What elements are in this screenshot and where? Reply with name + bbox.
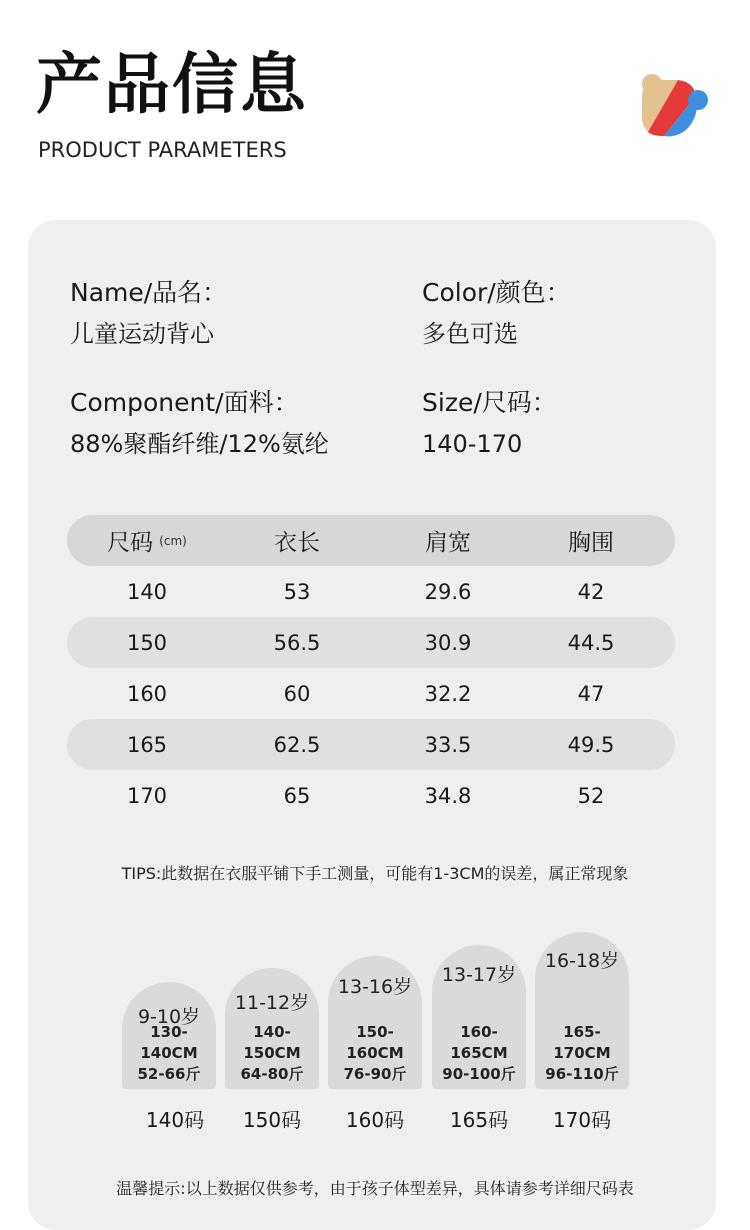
age-label: 16-18岁 (544, 950, 620, 972)
page-title: 产品信息 (36, 46, 308, 123)
weight-range: 52-66斤 (137, 1065, 201, 1083)
page-subtitle: PRODUCT PARAMETERS (38, 138, 287, 162)
size-value: 140-170 (422, 430, 523, 458)
weight-range: 76-90斤 (343, 1065, 407, 1083)
table-cell: 170 (126, 783, 168, 808)
table-row (67, 668, 675, 719)
table-cell: 42 (577, 579, 605, 604)
height-weight-range (432, 1022, 526, 1085)
height-weight-range (535, 1022, 629, 1085)
table-cell: 47 (577, 681, 605, 706)
component-label: Component/面料： (70, 388, 299, 417)
table-cell: 65 (283, 783, 311, 808)
table-cell: 44.5 (567, 630, 615, 655)
table-row (67, 770, 675, 821)
table-cell: 165 (126, 732, 168, 757)
age-label: 9-10岁 (137, 1006, 201, 1028)
table-cell: 60 (283, 681, 311, 706)
table-cell: 33.5 (424, 732, 472, 757)
table-cell: 32.2 (424, 681, 472, 706)
age-label: 13-16岁 (337, 976, 413, 998)
size-code-label: 165码 (449, 1108, 509, 1132)
height-range: 165-170CM (553, 1023, 611, 1062)
size-code-label: 160码 (345, 1108, 405, 1132)
weight-range: 64-80斤 (240, 1065, 304, 1083)
table-cell: 30.9 (424, 630, 472, 655)
height-weight-range (328, 1022, 422, 1085)
table-row (67, 617, 675, 668)
table-cell: 34.8 (424, 783, 472, 808)
age-card-170 (535, 932, 629, 1089)
component-value: 88%聚酯纤维/12%氨纶 (70, 430, 329, 458)
size-code-label: 170码 (552, 1108, 612, 1132)
table-cell: 140 (126, 579, 168, 604)
unit-label: (cm) (159, 533, 187, 548)
height-weight-range (122, 1022, 216, 1085)
header-cell-shoulder: 肩宽 (425, 530, 471, 556)
table-header (67, 515, 675, 566)
header-cell-length: 衣长 (274, 530, 320, 556)
size-label: Size/尺码： (422, 388, 557, 417)
table-cell: 53 (283, 579, 311, 604)
size-table (67, 515, 675, 821)
table-cell: 62.5 (273, 732, 321, 757)
color-value: 多色可选 (422, 320, 518, 348)
size-code-label: 140码 (145, 1108, 205, 1132)
age-label: 11-12岁 (234, 992, 310, 1014)
age-label: 13-17岁 (441, 964, 517, 986)
height-weight-range (225, 1022, 319, 1085)
name-value: 儿童运动背心 (70, 320, 214, 348)
name-label: Name/品名： (70, 278, 228, 307)
age-card-150 (225, 968, 319, 1089)
header-label-size: 尺码 (107, 530, 154, 556)
color-label: Color/颜色： (422, 278, 571, 307)
header-cell-size (97, 515, 197, 566)
height-range: 150-160CM (346, 1023, 404, 1062)
age-card-160 (328, 956, 422, 1089)
table-row (67, 719, 675, 770)
age-card-140 (122, 982, 216, 1089)
height-range: 130-140CM (140, 1023, 198, 1062)
height-range: 160-165CM (450, 1023, 508, 1062)
weight-range: 90-100斤 (442, 1065, 516, 1083)
table-cell: 56.5 (273, 630, 321, 655)
table-row (67, 566, 675, 617)
measurement-tips: TIPS:此数据在衣服平铺下手工测量，可能有1-3CM的误差，属正常现象 (121, 864, 629, 883)
table-cell: 29.6 (424, 579, 472, 604)
table-cell: 52 (577, 783, 605, 808)
size-code-label: 150码 (242, 1108, 302, 1132)
table-cell: 150 (126, 630, 168, 655)
height-range: 140-150CM (243, 1023, 301, 1062)
header-cell-chest: 胸围 (568, 530, 614, 556)
age-card-165 (432, 945, 526, 1089)
weight-range: 96-110斤 (545, 1065, 619, 1083)
table-cell: 49.5 (567, 732, 615, 757)
table-cell: 160 (126, 681, 168, 706)
reference-note: 温馨提示:以上数据仅供参考，由于孩子体型差异，具体请参考详细尺码表 (116, 1179, 634, 1198)
brand-logo-icon (638, 74, 710, 138)
